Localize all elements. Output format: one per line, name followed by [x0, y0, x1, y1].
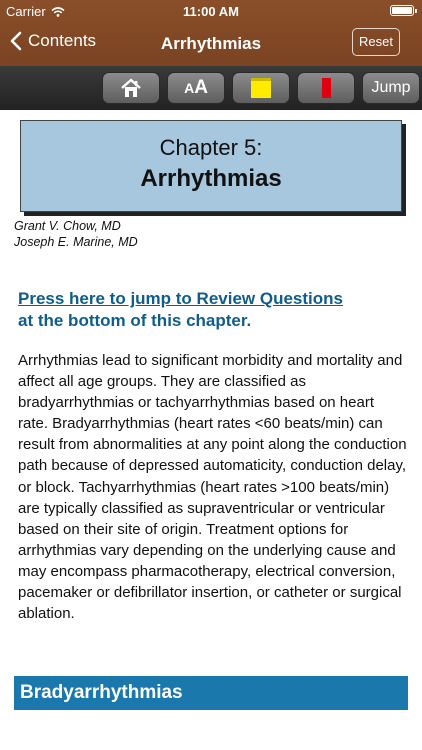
- review-link-underlined-text: Press here to jump to Review Questions: [18, 289, 343, 308]
- section-heading: Bradyarrhythmias: [14, 676, 408, 710]
- font-size-button[interactable]: [167, 72, 225, 104]
- review-link-rest-text: at the bottom of this chapter.: [18, 311, 252, 330]
- page-title: Arrhythmias: [160, 34, 262, 53]
- notes-button[interactable]: [232, 72, 290, 104]
- bookmark-button[interactable]: [297, 72, 355, 104]
- author-name: Grant V. Chow, MD: [14, 219, 121, 233]
- author-name: Joseph E. Marine, MD: [14, 235, 138, 249]
- carrier-label: Carrier: [6, 4, 46, 19]
- navigation-bar: [0, 22, 422, 66]
- font-small-glyph: A: [184, 80, 195, 96]
- chapter-title: Arrhythmias: [140, 165, 282, 192]
- home-icon: [120, 77, 142, 99]
- chapter-content[interactable]: [0, 110, 422, 750]
- status-bar: [0, 0, 422, 22]
- intro-paragraph: Arrhythmias lead to significant morbidity and mortality and affect all age groups. They are classified as bradyarrhythmias or tachyarrhythmias based on heart rate. Bradyarrhythmias (heart rates <60 beats/min) can result from abnormalities at any point along the conduction path because of depressed automaticity, conduction delay, or block. Tachyarrhythmias (heart rates >100 beats/min) are typically classified as supraventricular or ventricular based on their site of origin. Treatment options for arrhythmias vary depending on the underlying cause and may encompass pharmacotherapy, electrical conversion, pacemaker or defibrillator insertion, or catheter or surgical ablation.: [18, 352, 407, 623]
- back-button[interactable]: [10, 31, 96, 51]
- font-size-icon: [184, 77, 208, 99]
- chapter-header-box: [20, 120, 402, 212]
- bookmark-icon: [322, 78, 331, 98]
- chevron-left-icon: [10, 31, 22, 51]
- jump-button[interactable]: Jump: [362, 72, 420, 104]
- chapter-number: Chapter 5:: [159, 135, 263, 160]
- home-button[interactable]: [102, 72, 160, 104]
- review-questions-link[interactable]: [18, 288, 408, 332]
- back-button-label: Contents: [28, 31, 97, 50]
- toolbar: [0, 66, 422, 110]
- reset-button[interactable]: Reset: [352, 28, 400, 56]
- note-icon: [251, 78, 271, 98]
- status-time: 11:00 AM: [183, 4, 239, 19]
- font-large-glyph: A: [194, 77, 208, 98]
- battery-icon: [390, 5, 414, 16]
- top-bar: [0, 0, 422, 66]
